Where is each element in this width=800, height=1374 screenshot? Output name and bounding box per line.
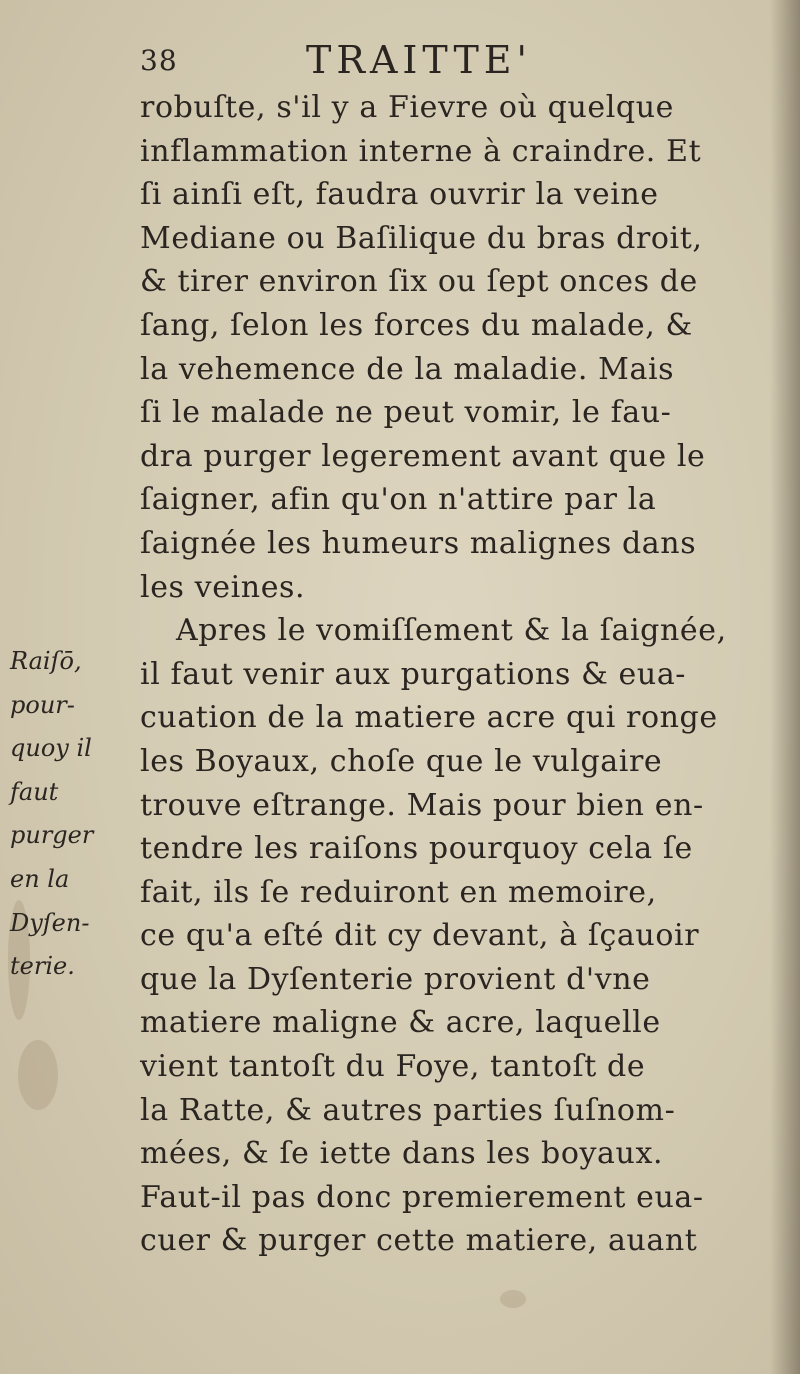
text-line: dra purger legerement avant que le [140,438,706,474]
text-line: Mediane ou Baſilique du bras droit, [140,220,703,256]
running-title: TRAITTE' [306,38,532,82]
text-line: les veines. [140,569,306,605]
margin-note-line: purger [10,821,94,850]
margin-note-line: pour- [10,690,75,719]
spine-shadow [770,0,800,1374]
text-line: ſaigner, afin qu'on n'attire par la [140,482,657,518]
text-line: & tirer environ ſix ou ſept onces de [140,264,698,300]
margin-note-line: en la [10,864,70,893]
text-line: matiere maligne & acre, laquelle [140,1005,661,1041]
text-line: ſaignée les humeurs malignes dans [140,525,697,561]
margin-note-line: quoy il [10,734,92,763]
margin-note-line: terie. [10,952,75,981]
page-number: 38 [140,44,178,77]
text-line: les Boyaux, choſe que le vulgaire [140,743,663,779]
text-line: ce qu'a eſté dit cy devant, à ſçauoir [140,918,700,954]
text-line: vient tantoſt du Foye, tantoſt de [140,1049,646,1085]
text-line: robuſte, s'il y a Fievre où quelque [140,90,675,125]
text-line: ſang, ſelon les forces du malade, & [140,307,693,343]
text-line: cuation de la matiere acre qui ronge [140,700,718,736]
text-line: trouve eſtrange. Mais pour bien en- [140,787,704,823]
text-line: tendre les raiſons pourquoy cela ſe [140,831,693,867]
text-line: la vehemence de la maladie. Mais [140,351,675,387]
margin-note-line: faut [10,777,59,806]
margin-note-line: Dyſen- [10,908,90,937]
text-line: fait, ils ſe reduiront en memoire, [140,874,657,910]
text-line: ſi ainſi eſt, faudra ouvrir la veine [140,177,659,213]
margin-note [10,640,140,989]
text-line: il faut venir aux purgations & eua- [140,656,687,692]
margin-note-line: Raiſō, [10,647,82,675]
foxing-stain [18,1040,58,1110]
body-text [140,86,740,1263]
text-line: inflammation interne à craindre. Et [140,133,702,169]
text-line: mées, & ſe iette dans les boyaux. [140,1136,664,1172]
text-line: que la Dyſenterie provient d'vne [140,961,651,997]
text-line: ſi le malade ne peut vomir, le fau- [140,395,672,431]
text-line: la Ratte, & autres parties ſuſnom- [140,1092,676,1128]
foxing-stain [500,1290,526,1308]
text-line: cuer & purger cette matiere, auant [140,1223,698,1259]
text-line: Apres le vomiſſement & la ſaignée, [176,613,727,649]
page-header [140,38,740,84]
text-line: Faut-il pas donc premierement eua- [140,1179,704,1215]
